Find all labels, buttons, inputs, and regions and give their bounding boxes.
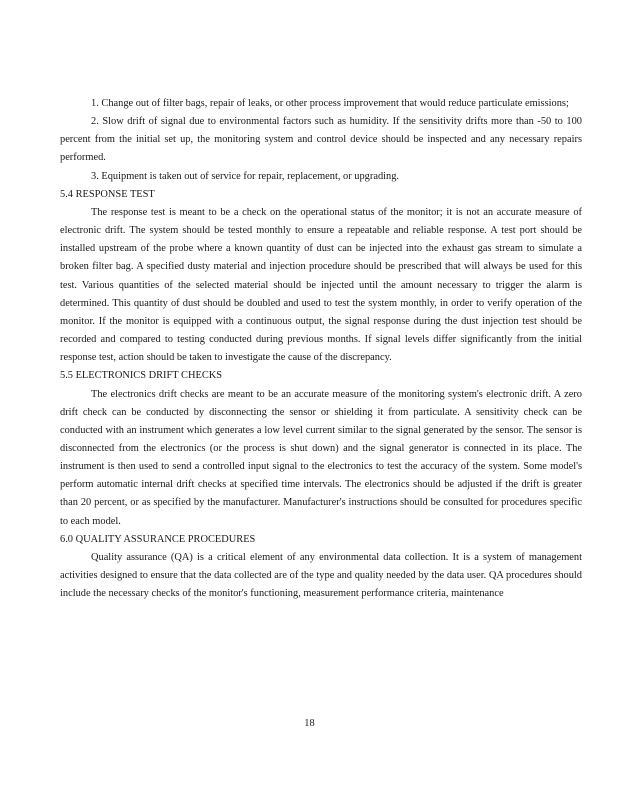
electronics-drift-paragraph: The electronics drift checks are meant to be an accurate measure of the monitoring system's electronic drift. A zero drift check can be conducted by disconnecting the sensor or shielding it from particulate. A sensitivity check can be conducted with an instrument which generates a low level current similar to the signal generated by the sensor. The sensor is disconnected from the electronics (or the process is shut down) and the signal generator is connected in its place. The instrument is then used to send a controlled input signal to the electronics to test the accuracy of the system. Some model's perform automatic internal drift checks at specified time intervals. The electronics should be adjusted if the drift is greater than 20 percent, or as specified by the manufacturer. Manufacturer's instructions should be consulted for procedures specific to each model. [60,388,582,527]
quality-assurance-paragraph: Quality assurance (QA) is a critical element of any environmental data collection. It is a system of management activities designed to ensure that the data collected are of the type and quality needed by the data user. QA procedures should include the necessary checks of the monitor's functioning, measurement performance criteria, maintenance [60,551,582,600]
response-test-paragraph: The response test is meant to be a check on the operational status of the monitor; it is not an accurate measure of electronic drift. The system should be tested monthly to ensure a repeatable and reliable response. A test port should be installed upstream of the probe where a known quantity of dust can be injected into the exhaust gas stream to simulate a broken filter bag. A specified dusty material and injection procedure should be prescribed that will always be used for this test. Various quantities of the selected material should be injected until the amount necessary to trigger the alarm is determined. This quantity of dust should be doubled and used to test the system monthly, in order to verify operation of the monitor. If the monitor is equipped with a continuous output, the signal response during the dust injection test should be recorded and compared to testing conducted during previous months. If signal levels differ significantly from the initial response test, action should be taken to investigate the cause of the discrepancy. [60,206,582,364]
list-item-2: 2. Slow drift of signal due to environmental factors such as humidity. If the sensitivity drifts more than -50 to 100 percent from the initial set up, the monitoring system and control device should be inspected and any necessary repairs performed. [60,116,582,164]
list-item-1: 1. Change out of filter bags, repair of leaks, or other process improvement that would reduce particulate emissions; [91,98,569,109]
section-heading-response-test: 5.4 RESPONSE TEST [60,188,155,200]
page-content [60,95,582,603]
section-heading-quality-assurance: 6.0 QUALITY ASSURANCE PROCEDURES [60,533,256,545]
section-heading-electronics-drift-checks: 5.5 ELECTRONICS DRIFT CHECKS [60,370,223,382]
page-number: 18 [304,718,315,729]
list-item-3: 3. Equipment is taken out of service for repair, replacement, or upgrading. [91,170,400,182]
